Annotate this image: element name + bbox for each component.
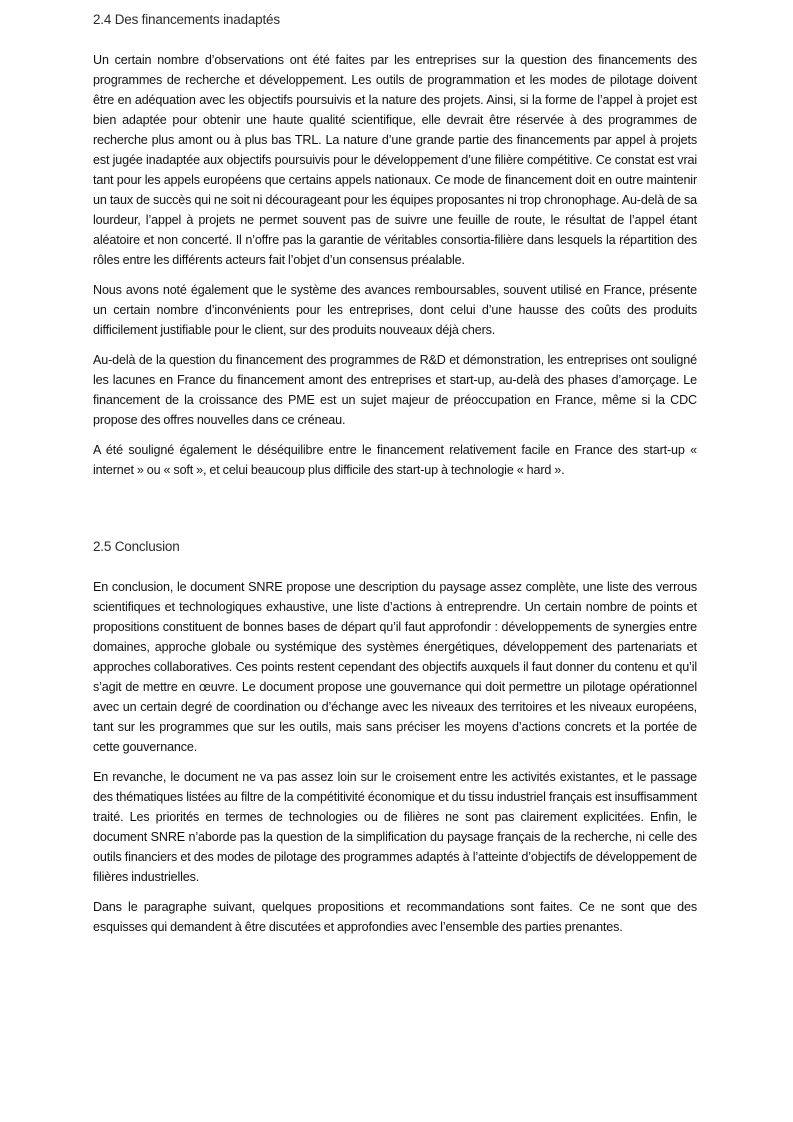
paragraph: En revanche, le document ne va pas assez loin sur le croisement entre les activités existantes, et le passage des thématiques listées au filtre de la compétitivité économique et du tissu industriel français est insuffisamment traité. Les priorités en termes de technologies ou de filières ne sont pas clairement explicitées. Enfin, le document SNRE n’aborde pas la question de la simplification du paysage français de la recherche, ni celle des outils financiers et des modes de pilotage des programmes adaptés à l’atteinte d’objectifs de développement de filières industrielles. — [93, 770, 697, 884]
section-heading-conclusion: 2.5 Conclusion — [93, 539, 180, 554]
paragraph: Dans le paragraphe suivant, quelques propositions et recommandations sont faites. Ce ne sont que des esquisses qui demandent à être discutées et approfondies avec l’ensemble des parties prenantes. — [93, 900, 697, 934]
section-heading-financements: 2.4 Des financements inadaptés — [93, 12, 280, 27]
paragraph: A été souligné également le déséquilibre entre le financement relativement facile en France des start-up « internet » ou « soft », et celui beaucoup plus difficile des start-up à technologie « hard ». — [93, 443, 697, 477]
section-body-financements — [93, 50, 697, 490]
paragraph: Un certain nombre d’observations ont été faites par les entreprises sur la question des financements des programmes de recherche et développement. Les outils de programmation et les modes de pilotage doivent être en adéquation avec les objectifs poursuivis et la nature des projets. Ainsi, si la forme de l’appel à projet est bien adaptée pour obtenir une haute qualité scientifique, elle devrait être réservée à des programmes de recherche plus amont ou à plus bas TRL. La nature d’une grande partie des financements par appel à projets est jugée inadaptée aux objectifs poursuivis pour le développement d’une filière compétitive. Ce constat est vrai tant pour les appels européens que certains appels nationaux. Ce mode de financement doit en outre maintenir un taux de succès qui ne soit ni décourageant pour les équipes proposantes ni trop chronophage. Au-delà de sa lourdeur, l’appel à projets ne permet souvent pas de suivre une feuille de route, le résultat de l’appel étant aléatoire et non concerté. Il n’offre pas la garantie de véritables consortia-filière dans lesquels la répartition des rôles entre les différents acteurs fait l’objet d’un consensus préalable. — [93, 53, 697, 267]
section-body-conclusion — [93, 577, 697, 947]
paragraph: En conclusion, le document SNRE propose une description du paysage assez complète, une liste des verrous scientifiques et technologiques exhaustive, une liste d’actions à entreprendre. Un certain nombre de points et propositions constituent de bonnes bases de départ qu’il faut approfondir : développements de synergies entre domaines, approche globale ou systémique des systèmes énergétiques, développement des partenariats et approches collaboratives. Ces points restent cependant des objectifs auxquels il faut donner du contenu et qu’il s’agit de mettre en œuvre. Le document propose une gouvernance qui doit permettre un pilotage opérationnel avec un certain degré de coordination ou d’échange avec les niveaux des territoires et les niveaux européens, tant sur les programmes que sur les outils, mais sans préciser les moyens d’actions concrets et la portée de cette gouvernance. — [93, 580, 697, 754]
paragraph: Nous avons noté également que le système des avances remboursables, souvent utilisé en France, présente un certain nombre d’inconvénients pour les entreprises, dont celui d’une hausse des coûts des produits difficilement justifiable pour le client, sur des produits nouveaux déjà chers. — [93, 283, 697, 337]
paragraph: Au-delà de la question du financement des programmes de R&D et démonstration, les entreprises ont souligné les lacunes en France du financement amont des entreprises et start-up, au-delà des phases d’amorçage. Le financement de la croissance des PME est un sujet majeur de préoccupation en France, même si la CDC propose des offres nouvelles dans ce créneau. — [93, 353, 697, 427]
